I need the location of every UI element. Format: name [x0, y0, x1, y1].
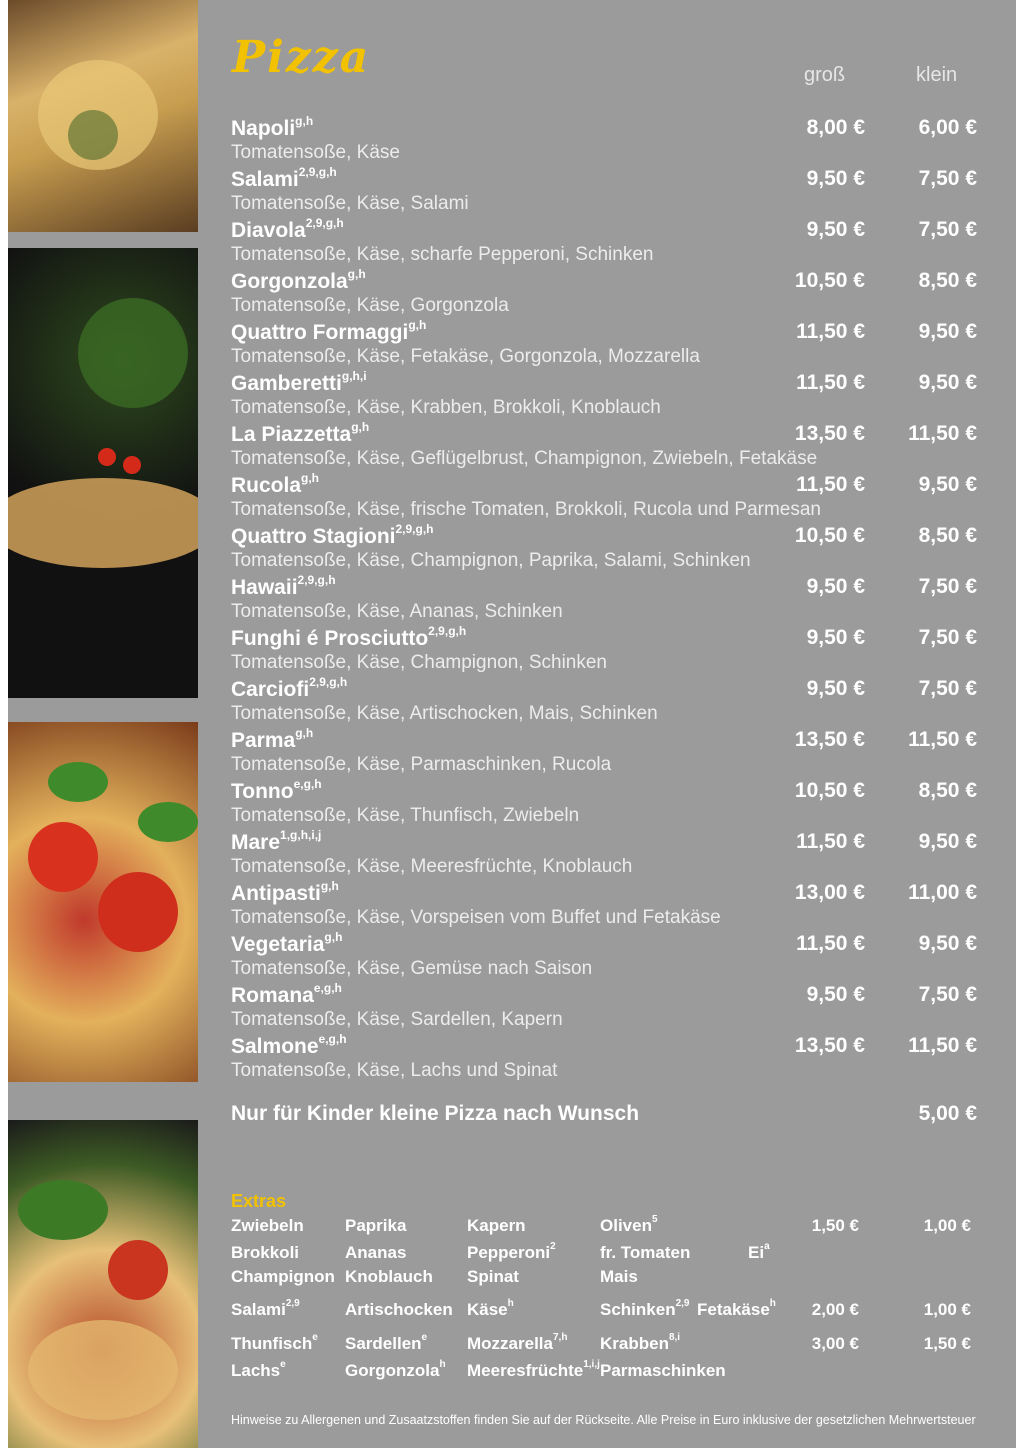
- item-allergens: e,g,h: [293, 777, 322, 791]
- kids-pizza-label: Nur für Kinder kleine Pizza nach Wunsch: [231, 1102, 640, 1125]
- item-name: [231, 983, 342, 1008]
- extra-name: Meeresfrüchte: [467, 1361, 584, 1380]
- extra-name: Mais: [600, 1267, 638, 1286]
- extra-item: [345, 1334, 427, 1354]
- extra-item: [345, 1267, 433, 1287]
- price-gross: 9,50 €: [806, 626, 865, 649]
- footnote: Hinweise zu Allergenen und Zusaatzstoffen finden Sie auf der Rückseite. Alle Preise in Euro inklusive der gesetzlichen Mehrwertsteuer: [231, 1413, 976, 1427]
- item-name-text: Quattro Formaggi: [231, 321, 409, 344]
- extra-item: [467, 1243, 556, 1263]
- extra-item: [345, 1361, 446, 1381]
- menu-item: [231, 828, 981, 879]
- item-name: [231, 932, 342, 957]
- price-gross: 9,50 €: [806, 677, 865, 700]
- item-allergens: 2,9,g,h: [297, 573, 336, 587]
- extra-allergens: h: [439, 1359, 446, 1371]
- extra-name: Kapern: [467, 1216, 526, 1235]
- menu-item: [231, 471, 981, 522]
- price-klein: 9,50 €: [918, 320, 977, 343]
- extra-name: Sardellen: [345, 1334, 422, 1353]
- extras-price-gross: 2,00 €: [811, 1300, 859, 1319]
- extra-name: Lachs: [231, 1361, 281, 1380]
- item-name: [231, 371, 367, 396]
- extra-name: Ananas: [345, 1243, 407, 1262]
- item-name-text: Rucola: [231, 474, 302, 497]
- menu-item: [231, 981, 981, 1032]
- menu-item: [231, 726, 981, 777]
- item-allergens: 2,9,g,h: [298, 165, 337, 179]
- extra-allergens: 2,9: [285, 1298, 300, 1310]
- item-name: [231, 1034, 347, 1059]
- extra-item: [748, 1243, 770, 1263]
- extra-name: Ei: [748, 1243, 765, 1262]
- extra-allergens: 8,i: [668, 1332, 681, 1344]
- item-name: [231, 830, 321, 855]
- price-gross: 11,50 €: [796, 371, 865, 394]
- item-description: Tomatensoße, Käse, Meeresfrüchte, Knoblauch: [231, 856, 633, 877]
- extra-item: [600, 1243, 690, 1263]
- price-klein: 11,50 €: [908, 1034, 977, 1057]
- price-gross: 9,50 €: [806, 218, 865, 241]
- menu-item: [231, 930, 981, 981]
- item-name: [231, 575, 336, 600]
- extra-item: [231, 1243, 299, 1263]
- extra-allergens: 5: [651, 1214, 658, 1226]
- item-allergens: g,h,i: [341, 369, 367, 383]
- menu-item: [231, 573, 981, 624]
- column-header-klein: klein: [916, 64, 958, 86]
- price-klein: 8,50 €: [918, 524, 977, 547]
- menu-item: [231, 624, 981, 675]
- item-name-text: Salami: [231, 168, 299, 191]
- item-allergens: g,h: [351, 420, 370, 434]
- item-name: [231, 728, 313, 753]
- price-gross: 11,50 €: [796, 830, 865, 853]
- item-name-text: Tonno: [231, 780, 294, 803]
- price-gross: 11,50 €: [796, 473, 865, 496]
- menu-item: [231, 675, 981, 726]
- extra-name: Mozzarella: [467, 1334, 553, 1353]
- price-gross: 13,50 €: [794, 1034, 865, 1057]
- item-name: [231, 881, 339, 906]
- item-name-text: Napoli: [231, 117, 296, 140]
- extra-item: [600, 1216, 658, 1236]
- extra-name: Fetakäse: [697, 1300, 770, 1319]
- price-gross: 8,00 €: [806, 116, 865, 139]
- item-allergens: g,h: [324, 930, 343, 944]
- price-klein: 9,50 €: [918, 932, 977, 955]
- item-description: Tomatensoße, Käse: [231, 142, 400, 163]
- price-klein: 9,50 €: [918, 830, 977, 853]
- extra-name: Gorgonzola: [345, 1361, 440, 1380]
- menu-item: [231, 318, 981, 369]
- item-name-text: Vegetaria: [231, 933, 325, 956]
- item-name-text: Antipasti: [231, 882, 321, 905]
- item-name: [231, 320, 426, 345]
- item-name: [231, 779, 322, 804]
- price-klein: 7,50 €: [918, 983, 977, 1006]
- item-name-text: Gamberetti: [231, 372, 342, 395]
- extra-allergens: 7,h: [552, 1332, 568, 1344]
- item-allergens: 2,9,g,h: [305, 216, 344, 230]
- price-gross: 11,50 €: [796, 320, 865, 343]
- item-description: Tomatensoße, Käse, Sardellen, Kapern: [231, 1009, 563, 1030]
- extra-name: fr. Tomaten: [600, 1243, 691, 1262]
- price-klein: 6,00 €: [918, 116, 977, 139]
- column-header-gross: groß: [804, 64, 846, 86]
- item-name-text: La Piazzetta: [231, 423, 352, 446]
- menu-item: [231, 114, 981, 165]
- menu-item: [231, 522, 981, 573]
- menu-item: [231, 369, 981, 420]
- extra-allergens: e: [312, 1332, 318, 1344]
- item-name: [231, 422, 369, 447]
- extra-item: [600, 1267, 638, 1287]
- item-allergens: g,h: [320, 879, 339, 893]
- menu-item: [231, 267, 981, 318]
- kids-pizza-price: 5,00 €: [918, 1102, 977, 1125]
- extra-item: [467, 1361, 600, 1381]
- extras-price-gross: 1,50 €: [811, 1216, 859, 1235]
- price-klein: 11,50 €: [908, 728, 977, 751]
- price-gross: 13,50 €: [794, 422, 865, 445]
- extra-item: [467, 1267, 519, 1287]
- menu-item: [231, 1032, 981, 1083]
- extra-allergens: e: [280, 1359, 286, 1371]
- item-name-text: Parma: [231, 729, 296, 752]
- extra-item: [467, 1300, 514, 1320]
- menu-title: Pizza: [232, 32, 371, 83]
- item-name-text: Diavola: [231, 219, 306, 242]
- menu-item: [231, 777, 981, 828]
- item-name: [231, 473, 319, 498]
- price-klein: 7,50 €: [918, 626, 977, 649]
- item-description: Tomatensoße, Käse, Thunfisch, Zwiebeln: [231, 805, 580, 826]
- extras-price-klein: 1,00 €: [923, 1216, 971, 1235]
- item-description: Tomatensoße, Käse, Ananas, Schinken: [231, 601, 563, 622]
- price-gross: 11,50 €: [796, 932, 865, 955]
- extra-allergens: 2: [550, 1241, 556, 1253]
- item-description: Tomatensoße, Käse, Parmaschinken, Rucola: [231, 754, 612, 775]
- price-klein: 7,50 €: [918, 167, 977, 190]
- price-gross: 10,50 €: [794, 524, 865, 547]
- extras-price-klein: 1,50 €: [923, 1334, 971, 1353]
- price-gross: 10,50 €: [794, 779, 865, 802]
- pizza-list: [231, 114, 981, 1083]
- item-description: Tomatensoße, Käse, Champignon, Schinken: [231, 652, 607, 673]
- extra-allergens: 2,9: [675, 1298, 690, 1310]
- extra-item: [467, 1216, 526, 1236]
- extra-name: Pepperoni: [467, 1243, 551, 1262]
- extras-price-gross: 3,00 €: [811, 1334, 859, 1353]
- extra-item: [345, 1243, 406, 1263]
- extras-price-klein: 1,00 €: [923, 1300, 971, 1319]
- item-description: Tomatensoße, Käse, Champignon, Paprika, Salami, Schinken: [231, 550, 751, 571]
- price-gross: 9,50 €: [806, 983, 865, 1006]
- price-klein: 7,50 €: [918, 218, 977, 241]
- extra-name: Salami: [231, 1300, 286, 1319]
- extra-allergens: a: [764, 1241, 770, 1253]
- extra-name: Knoblauch: [345, 1267, 433, 1286]
- price-gross: 10,50 €: [794, 269, 865, 292]
- item-name: [231, 524, 434, 549]
- item-allergens: g,h: [347, 267, 366, 281]
- item-allergens: g,h: [295, 114, 314, 128]
- extra-item: [600, 1300, 690, 1320]
- item-allergens: g,h: [295, 726, 314, 740]
- item-allergens: e,g,h: [313, 981, 342, 995]
- item-description: Tomatensoße, Käse, Vorspeisen vom Buffet und Fetakäse: [231, 907, 721, 928]
- extra-item: [467, 1334, 567, 1354]
- item-name-text: Romana: [231, 984, 314, 1007]
- pizza-closeup-photo: [8, 1120, 198, 1448]
- price-klein: 9,50 €: [918, 473, 977, 496]
- pizza-tomato-basil-photo: [8, 722, 198, 1082]
- item-allergens: 2,9,g,h: [395, 522, 434, 536]
- extra-name: Champignon: [231, 1267, 335, 1286]
- item-name: [231, 167, 337, 192]
- price-gross: 9,50 €: [806, 575, 865, 598]
- item-description: Tomatensoße, Käse, Artischocken, Mais, Schinken: [231, 703, 658, 724]
- item-description: Tomatensoße, Käse, Fetakäse, Gorgonzola, Mozzarella: [231, 346, 700, 367]
- extra-allergens: 1,i,j: [583, 1359, 600, 1371]
- extra-item: [345, 1300, 453, 1320]
- price-klein: 7,50 €: [918, 677, 977, 700]
- extra-item: [231, 1361, 286, 1381]
- extra-name: Artischocken: [345, 1300, 453, 1319]
- price-klein: 11,50 €: [908, 422, 977, 445]
- item-description: Tomatensoße, Käse, frische Tomaten, Brokkoli, Rucola und Parmesan: [231, 499, 821, 520]
- item-description: Tomatensoße, Käse, Gorgonzola: [231, 295, 509, 316]
- item-name-text: Carciofi: [231, 678, 310, 701]
- menu-item: [231, 165, 981, 216]
- extra-item: [231, 1216, 304, 1236]
- extra-item: [345, 1216, 406, 1236]
- item-name: [231, 269, 366, 294]
- extra-allergens: e: [421, 1332, 428, 1344]
- price-klein: 11,00 €: [908, 881, 977, 904]
- extra-name: Krabben: [600, 1334, 669, 1353]
- item-name-text: Quattro Stagioni: [231, 525, 396, 548]
- extras-title: Extras: [231, 1191, 287, 1211]
- price-klein: 8,50 €: [918, 269, 977, 292]
- item-allergens: e,g,h: [318, 1032, 347, 1046]
- item-name-text: Funghi é Prosciutto: [231, 627, 429, 650]
- item-name: [231, 218, 344, 243]
- extra-name: Käse: [467, 1300, 508, 1319]
- extra-name: Oliven: [600, 1216, 652, 1235]
- menu-item: [231, 879, 981, 930]
- item-allergens: g,h: [301, 471, 320, 485]
- price-klein: 9,50 €: [918, 371, 977, 394]
- extra-allergens: h: [769, 1298, 776, 1310]
- item-description: Tomatensoße, Käse, Salami: [231, 193, 469, 214]
- extra-item: [231, 1334, 318, 1354]
- calzone-photo: [8, 0, 198, 232]
- item-name-text: Salmone: [231, 1035, 319, 1058]
- extra-name: Brokkoli: [231, 1243, 300, 1262]
- item-name: [231, 116, 313, 141]
- extra-item: [600, 1361, 726, 1381]
- item-name: [231, 626, 466, 651]
- item-allergens: 1,g,h,i,j: [280, 828, 322, 842]
- extra-name: Zwiebeln: [231, 1216, 304, 1235]
- extra-name: Paprika: [345, 1216, 407, 1235]
- item-allergens: 2,9,g,h: [428, 624, 467, 638]
- item-description: Tomatensoße, Käse, Geflügelbrust, Champignon, Zwiebeln, Fetakäse: [231, 448, 818, 469]
- item-description: Tomatensoße, Käse, Krabben, Brokkoli, Knoblauch: [231, 397, 661, 418]
- price-klein: 7,50 €: [918, 575, 977, 598]
- price-gross: 13,50 €: [794, 728, 865, 751]
- extra-name: Thunfisch: [231, 1334, 313, 1353]
- pizza-table-photo: [8, 248, 198, 698]
- item-allergens: g,h: [408, 318, 427, 332]
- extra-item: [600, 1334, 680, 1354]
- extra-name: Parmaschinken: [600, 1361, 726, 1380]
- item-description: Tomatensoße, Käse, Gemüse nach Saison: [231, 958, 593, 979]
- item-name-text: Gorgonzola: [231, 270, 348, 293]
- menu-item: [231, 420, 981, 471]
- item-allergens: 2,9,g,h: [309, 675, 348, 689]
- extra-item: [231, 1267, 335, 1287]
- extra-item: [697, 1300, 776, 1320]
- item-name-text: Mare: [231, 831, 281, 854]
- menu-item: [231, 216, 981, 267]
- item-name: [231, 677, 347, 702]
- price-gross: 13,00 €: [794, 881, 865, 904]
- price-klein: 8,50 €: [918, 779, 977, 802]
- extra-name: Spinat: [467, 1267, 519, 1286]
- price-gross: 9,50 €: [806, 167, 865, 190]
- item-name-text: Hawaii: [231, 576, 298, 599]
- extra-item: [231, 1300, 300, 1320]
- item-description: Tomatensoße, Käse, Lachs und Spinat: [231, 1060, 558, 1081]
- extra-name: Schinken: [600, 1300, 676, 1319]
- extra-allergens: h: [507, 1298, 514, 1310]
- item-description: Tomatensoße, Käse, scharfe Pepperoni, Schinken: [231, 244, 654, 265]
